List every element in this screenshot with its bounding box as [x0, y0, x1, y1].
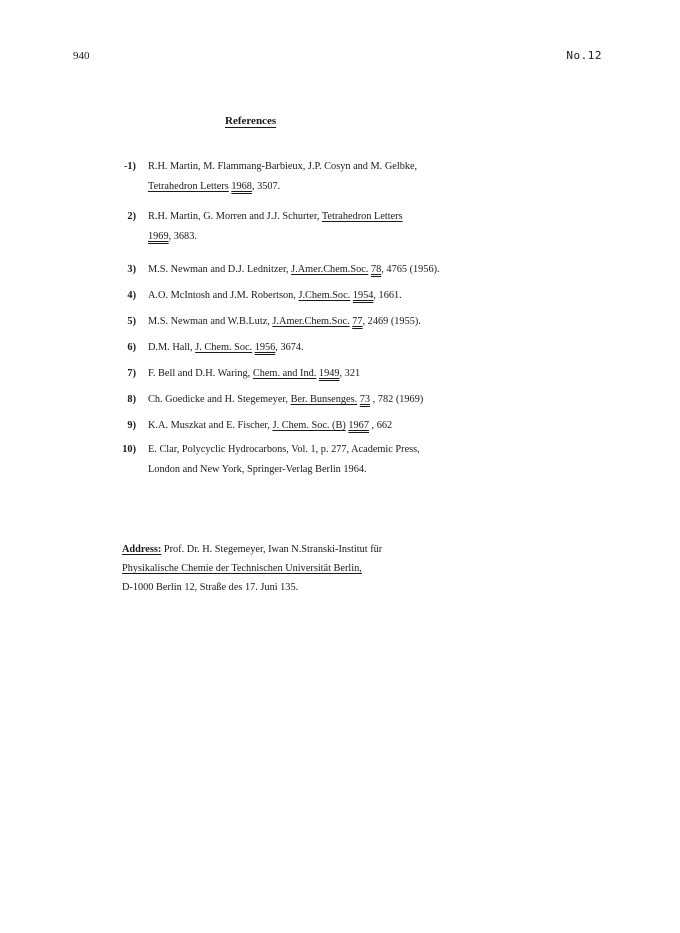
citation-text: , 321 [339, 368, 361, 379]
volume-year: 77 [352, 316, 363, 327]
reference-number: 5) [127, 316, 136, 327]
journal-title: Chem. and Ind. [252, 368, 317, 379]
reference-text [148, 338, 580, 358]
address-line-2: Physikalische Chemie der Technischen Universität Berlin, [122, 563, 362, 574]
citation-text: , 3683. [168, 231, 197, 242]
citation-text: F. Bell and D.H. Waring, [148, 368, 253, 379]
address-block [122, 540, 552, 597]
address-line-1 [122, 540, 552, 559]
reference-item [110, 286, 580, 306]
reference-text [148, 390, 580, 410]
reference-number: 3) [127, 264, 136, 275]
citation-text: , 3674. [275, 342, 304, 353]
reference-item [110, 440, 580, 480]
reference-number: 4) [127, 290, 136, 301]
reference-number: 9) [127, 420, 136, 431]
citation-text: A.O. McIntosh and J.M. Robertson, [148, 290, 299, 301]
reference-item [110, 364, 580, 384]
references-heading: References [225, 115, 277, 127]
citation-text: R.H. Martin, M. Flammang-Barbieux, J.P. Cosyn and M. Gelbke, [148, 161, 418, 172]
reference-text [148, 416, 580, 436]
reference-number: 6) [127, 342, 136, 353]
volume-year: 1969 [148, 231, 169, 242]
reference-text [148, 286, 580, 306]
journal-title: Tetrahedron Letters [148, 181, 229, 192]
citation-text: , 4765 (1956). [381, 264, 440, 275]
volume-year: 1954 [352, 290, 374, 301]
reference-item [110, 312, 580, 332]
reference-text [148, 364, 580, 384]
reference-text [148, 312, 580, 332]
journal-title: Tetrahedron Letters [321, 211, 403, 222]
citation-text: K.A. Muszkat and E. Fischer, [148, 420, 273, 431]
reference-text [148, 260, 580, 280]
journal-title: J.Amer.Chem.Soc. [272, 316, 350, 327]
volume-year: 78 [370, 264, 382, 275]
volume-year: 1956 [254, 342, 276, 353]
citation-text: , 782 (1969) [370, 394, 424, 405]
journal-title: J. Chem. Soc. (B) [272, 420, 346, 431]
reference-item [110, 390, 580, 410]
journal-title: Ber. Bunsenges. [290, 394, 358, 405]
citation-text: , 662 [368, 420, 393, 431]
reference-number: 7) [127, 368, 136, 379]
volume-year: 1949 [318, 368, 340, 379]
journal-title: J.Amer.Chem.Soc. [291, 264, 369, 275]
issue-number: No.12 [566, 49, 602, 62]
volume-year: 1968 [231, 181, 252, 192]
citation-text: M.S. Newman and D.J. Lednitzer, [148, 264, 292, 275]
volume-year: 1967 [348, 420, 369, 431]
citation-text: D.M. Hall, [148, 342, 196, 353]
citation-text: London and New York, Springer-Verlag Berlin 1964. [148, 464, 367, 475]
reference-item [110, 338, 580, 358]
reference-item [110, 260, 580, 280]
reference-item [110, 157, 580, 197]
citation-text: , 2469 (1955). [362, 316, 421, 327]
volume-year: 73 [359, 394, 371, 405]
address-line-1-text: Prof. Dr. H. Stegemeyer, Iwan N.Stranski-Institut für [161, 544, 383, 555]
journal-title: J.Chem.Soc. [298, 290, 351, 301]
citation-text: , 3507. [251, 181, 281, 192]
citation-text: M.S. Newman and W.B.Lutz, [148, 316, 273, 327]
citation-text: , 1661. [373, 290, 402, 301]
journal-title: J. Chem. Soc. [195, 342, 253, 353]
address-line-3: D-1000 Berlin 12, Straße des 17. Juni 135. [122, 582, 299, 593]
reference-number: 10) [122, 444, 136, 455]
citation-text: E. Clar, Polycyclic Hydrocarbons, Vol. 1, p. 277, Academic Press, [148, 444, 420, 455]
reference-text [148, 207, 580, 247]
reference-text [148, 440, 580, 480]
reference-number: 2) [127, 211, 136, 222]
citation-text: R.H. Martin, G. Morren and J.J. Schurter, [148, 211, 322, 222]
page-number: 940 [73, 50, 90, 62]
address-label: Address: [122, 544, 162, 555]
reference-number: -1) [123, 161, 136, 172]
reference-text [148, 157, 580, 197]
reference-number: 8) [127, 394, 136, 405]
reference-item [110, 207, 580, 247]
reference-item [110, 416, 580, 436]
citation-text: Ch. Goedicke and H. Stegemeyer, [148, 394, 291, 405]
